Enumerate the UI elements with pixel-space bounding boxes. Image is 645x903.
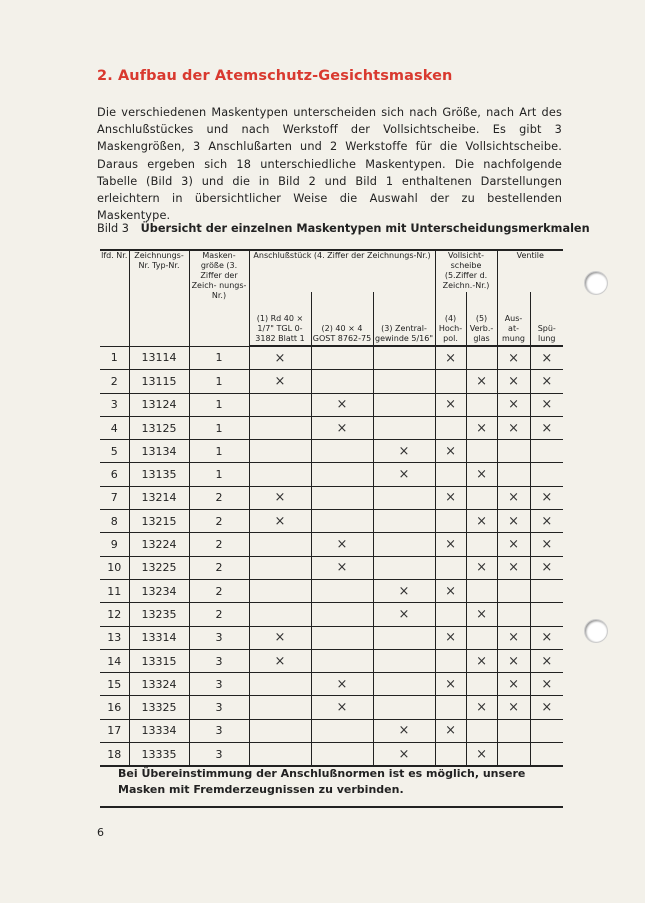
cell-aus [497, 486, 530, 509]
cell-s4 [435, 510, 466, 533]
cell-a2 [311, 346, 373, 370]
table-row [100, 556, 563, 579]
cell-aus [497, 649, 530, 672]
cell-a1 [249, 346, 311, 370]
cell-a3 [373, 463, 435, 486]
cell-a1 [249, 603, 311, 626]
cell-s5 [466, 393, 497, 416]
cell-lfd: 7 [100, 486, 129, 509]
cell-s4 [435, 393, 466, 416]
cell-a3 [373, 346, 435, 370]
cell-groesse: 1 [189, 393, 249, 416]
cell-groesse: 3 [189, 719, 249, 742]
cell-a3 [373, 416, 435, 439]
cell-sp [530, 556, 563, 579]
cell-lfd: 2 [100, 370, 129, 393]
cross-mark-icon: × [336, 700, 348, 716]
cell-s5 [466, 463, 497, 486]
cell-a1 [249, 370, 311, 393]
cross-mark-icon: × [445, 583, 456, 599]
cell-s5 [466, 346, 497, 370]
cross-mark-icon: × [336, 537, 348, 553]
cell-a2 [311, 673, 373, 696]
cell-s4 [435, 673, 466, 696]
cross-mark-icon: × [476, 373, 487, 389]
cell-a3 [373, 626, 435, 649]
table-row [100, 626, 563, 649]
cell-lfd: 11 [100, 579, 129, 602]
cell-groesse: 3 [189, 743, 249, 767]
cell-groesse: 3 [189, 649, 249, 672]
cell-a1 [249, 416, 311, 439]
caption-title: Übersicht der einzelnen Maskentypen mit Unterscheidungsmerkmalen [140, 222, 590, 235]
cross-mark-icon: × [274, 350, 286, 366]
cell-a2 [311, 486, 373, 509]
cross-mark-icon: × [476, 606, 487, 622]
cell-lfd: 8 [100, 510, 129, 533]
cell-lfd: 1 [100, 346, 129, 370]
cell-typ: 13115 [129, 370, 189, 393]
cell-a2 [311, 649, 373, 672]
cross-mark-icon: × [445, 723, 456, 739]
cell-a1 [249, 649, 311, 672]
cell-sp [530, 416, 563, 439]
cell-a1 [249, 463, 311, 486]
cell-groesse: 3 [189, 696, 249, 719]
cell-s4 [435, 556, 466, 579]
cross-mark-icon: × [508, 630, 519, 646]
cell-typ: 13315 [129, 649, 189, 672]
cross-mark-icon: × [476, 746, 487, 762]
header-scheibe-5: (5) Verb.- glas [466, 292, 497, 346]
cross-mark-icon: × [476, 467, 487, 483]
cell-a2 [311, 440, 373, 463]
cell-a3 [373, 393, 435, 416]
table-row [100, 486, 563, 509]
cell-s5 [466, 579, 497, 602]
intro-paragraph: Die verschiedenen Maskentypen unterscheiden sich nach Größe, nach Art des Anschlußstückes und nach Werkstoff der Vollsichtscheibe. Es gibt 3 Maskengrößen, 3 Anschlußarten und 2 Werkstoffe für die Vollsichtscheibe. Daraus ergeben sich 18 unterschiedliche Maskentypen. Die nachfolgende Tabelle (Bild 3) und die in Bild 2 und Bild 1 enthaltenen Darstellungen erleichtern in übersichtlicher Weise die Auswahl der zu bestellenden Maskentype. [97, 106, 562, 223]
cell-s4 [435, 533, 466, 556]
header-lfd: lfd. Nr. [100, 250, 129, 346]
table-row [100, 440, 563, 463]
cross-mark-icon: × [508, 397, 519, 413]
mask-types-table [100, 250, 563, 767]
cell-s4 [435, 719, 466, 742]
compatibility-note: Bei Übereinstimmung der Anschlußnormen ist es möglich, unsere Masken mit Fremderzeugnissen zu verbinden. [118, 767, 526, 796]
cell-s4 [435, 579, 466, 602]
cell-sp [530, 603, 563, 626]
cross-mark-icon: × [541, 676, 553, 692]
cross-mark-icon: × [274, 653, 286, 669]
cell-lfd: 13 [100, 626, 129, 649]
cross-mark-icon: × [274, 630, 286, 646]
cell-sp [530, 510, 563, 533]
cell-a3 [373, 370, 435, 393]
cross-mark-icon: × [508, 513, 519, 529]
cell-a3 [373, 579, 435, 602]
header-scheibe: Vollsicht- scheibe (5.Ziffer d. Zeichn.-Nr.) [435, 250, 497, 292]
cell-s5 [466, 603, 497, 626]
cell-s5 [466, 696, 497, 719]
table-row [100, 510, 563, 533]
cell-a3 [373, 696, 435, 719]
cell-a2 [311, 556, 373, 579]
cell-sp [530, 463, 563, 486]
cell-aus [497, 370, 530, 393]
cross-mark-icon: × [541, 420, 553, 436]
cell-s5 [466, 533, 497, 556]
table-row [100, 696, 563, 719]
cell-sp [530, 370, 563, 393]
cell-a1 [249, 510, 311, 533]
cell-groesse: 1 [189, 416, 249, 439]
cell-s5 [466, 370, 497, 393]
header-anschluss: Anschlußstück (4. Ziffer der Zeichnungs-Nr.) [249, 250, 435, 292]
cell-aus [497, 579, 530, 602]
cell-a2 [311, 370, 373, 393]
cell-aus [497, 510, 530, 533]
cell-typ: 13135 [129, 463, 189, 486]
table-row [100, 463, 563, 486]
cross-mark-icon: × [541, 513, 553, 529]
cell-a2 [311, 416, 373, 439]
table-row [100, 603, 563, 626]
cell-a1 [249, 440, 311, 463]
header-ausatmung: Aus- at- mung [497, 292, 530, 346]
cell-a2 [311, 603, 373, 626]
cross-mark-icon: × [398, 723, 410, 739]
cell-s5 [466, 673, 497, 696]
table-row [100, 416, 563, 439]
header-spuelung: Spü- lung [530, 292, 563, 346]
cell-a3 [373, 556, 435, 579]
cross-mark-icon: × [398, 583, 410, 599]
cell-lfd: 6 [100, 463, 129, 486]
cell-typ: 13234 [129, 579, 189, 602]
cross-mark-icon: × [508, 373, 519, 389]
cross-mark-icon: × [508, 653, 519, 669]
cell-sp [530, 346, 563, 370]
cell-a1 [249, 486, 311, 509]
punch-hole [585, 620, 607, 642]
cell-groesse: 2 [189, 533, 249, 556]
cell-groesse: 1 [189, 440, 249, 463]
table-row [100, 533, 563, 556]
table-row [100, 649, 563, 672]
cell-lfd: 14 [100, 649, 129, 672]
header-anschluss-2: (2) 40 × 4 GOST 8762-75 [311, 292, 373, 346]
cell-lfd: 9 [100, 533, 129, 556]
header-ventile: Ventile [516, 251, 544, 260]
cell-aus [497, 393, 530, 416]
cell-groesse: 2 [189, 556, 249, 579]
cell-s4 [435, 603, 466, 626]
cell-a2 [311, 533, 373, 556]
cell-sp [530, 673, 563, 696]
cell-groesse: 1 [189, 346, 249, 370]
cross-mark-icon: × [336, 676, 348, 692]
cell-lfd: 18 [100, 743, 129, 767]
table-row [100, 346, 563, 370]
cross-mark-icon: × [508, 537, 519, 553]
cell-a3 [373, 603, 435, 626]
table-row [100, 370, 563, 393]
cell-typ: 13235 [129, 603, 189, 626]
cell-sp [530, 719, 563, 742]
cross-mark-icon: × [445, 537, 456, 553]
cell-typ: 13334 [129, 719, 189, 742]
cross-mark-icon: × [398, 606, 410, 622]
cell-lfd: 4 [100, 416, 129, 439]
cell-typ: 13325 [129, 696, 189, 719]
cell-lfd: 10 [100, 556, 129, 579]
cell-typ: 13324 [129, 673, 189, 696]
cell-a2 [311, 579, 373, 602]
cell-groesse: 2 [189, 486, 249, 509]
cross-mark-icon: × [336, 420, 348, 436]
cell-typ: 13225 [129, 556, 189, 579]
cross-mark-icon: × [541, 653, 553, 669]
table-caption [97, 222, 590, 235]
cell-s4 [435, 440, 466, 463]
cell-a2 [311, 626, 373, 649]
cell-a3 [373, 719, 435, 742]
cell-lfd: 16 [100, 696, 129, 719]
table-row [100, 673, 563, 696]
cell-s5 [466, 440, 497, 463]
cell-typ: 13335 [129, 743, 189, 767]
cross-mark-icon: × [476, 420, 487, 436]
cross-mark-icon: × [541, 537, 553, 553]
cross-mark-icon: × [541, 373, 553, 389]
cell-s4 [435, 463, 466, 486]
cross-mark-icon: × [508, 700, 519, 716]
cell-s5 [466, 510, 497, 533]
cell-sp [530, 649, 563, 672]
header-scheibe-4: (4) Hoch- pol. [435, 292, 466, 346]
cross-mark-icon: × [541, 630, 553, 646]
cell-typ: 13114 [129, 346, 189, 370]
cell-aus [497, 626, 530, 649]
cell-typ: 13224 [129, 533, 189, 556]
cell-lfd: 12 [100, 603, 129, 626]
cell-a2 [311, 719, 373, 742]
cell-a3 [373, 440, 435, 463]
cell-aus [497, 463, 530, 486]
cell-a1 [249, 533, 311, 556]
cell-a1 [249, 673, 311, 696]
cell-s5 [466, 719, 497, 742]
cell-a2 [311, 510, 373, 533]
cross-mark-icon: × [476, 700, 487, 716]
cell-aus [497, 346, 530, 370]
header-groesse: Masken- größe (3. Ziffer der Zeich- nungs-Nr.) [189, 250, 249, 346]
header-zeichnung: Zeichnungs- Nr. Typ-Nr. [129, 250, 189, 346]
cross-mark-icon: × [445, 676, 456, 692]
cell-aus [497, 673, 530, 696]
cell-groesse: 3 [189, 673, 249, 696]
table-row [100, 579, 563, 602]
cross-mark-icon: × [508, 490, 519, 506]
cross-mark-icon: × [445, 630, 456, 646]
cell-s4 [435, 649, 466, 672]
cell-sp [530, 393, 563, 416]
cell-aus [497, 556, 530, 579]
cross-mark-icon: × [541, 350, 553, 366]
cell-a3 [373, 649, 435, 672]
cell-s4 [435, 696, 466, 719]
cross-mark-icon: × [476, 513, 487, 529]
cell-s5 [466, 416, 497, 439]
cross-mark-icon: × [398, 746, 410, 762]
header-anschluss-3: (3) Zentral- gewinde 5/16" [373, 292, 435, 346]
cell-s4 [435, 416, 466, 439]
cell-aus [497, 416, 530, 439]
cell-a1 [249, 719, 311, 742]
cross-mark-icon: × [508, 350, 519, 366]
cell-s5 [466, 486, 497, 509]
table-row [100, 719, 563, 742]
cross-mark-icon: × [398, 443, 410, 459]
cross-mark-icon: × [476, 653, 487, 669]
cell-sp [530, 626, 563, 649]
cross-mark-icon: × [274, 373, 286, 389]
cell-typ: 13314 [129, 626, 189, 649]
cross-mark-icon: × [398, 467, 410, 483]
cell-s4 [435, 626, 466, 649]
cross-mark-icon: × [274, 490, 286, 506]
cell-sp [530, 579, 563, 602]
cross-mark-icon: × [541, 490, 553, 506]
cell-typ: 13134 [129, 440, 189, 463]
cell-s4 [435, 486, 466, 509]
cell-a2 [311, 696, 373, 719]
cell-lfd: 3 [100, 393, 129, 416]
cell-a3 [373, 486, 435, 509]
cell-s4 [435, 346, 466, 370]
cross-mark-icon: × [541, 700, 553, 716]
cell-aus [497, 696, 530, 719]
cell-sp [530, 533, 563, 556]
cross-mark-icon: × [541, 397, 553, 413]
cell-s5 [466, 626, 497, 649]
cell-aus [497, 440, 530, 463]
table-body [100, 346, 563, 766]
cell-aus [497, 533, 530, 556]
cell-groesse: 2 [189, 603, 249, 626]
page-number: 6 [97, 826, 104, 839]
section-heading: 2. Aufbau der Atemschutz-Gesichtsmasken [97, 68, 453, 84]
cell-a1 [249, 626, 311, 649]
cell-a3 [373, 510, 435, 533]
cross-mark-icon: × [445, 350, 456, 366]
cell-aus [497, 719, 530, 742]
cell-lfd: 15 [100, 673, 129, 696]
cross-mark-icon: × [508, 420, 519, 436]
header-anschluss-1: (1) Rd 40 × 1/7" TGL 0-3182 Blatt 1 [249, 292, 311, 346]
cell-lfd: 17 [100, 719, 129, 742]
cell-a1 [249, 556, 311, 579]
cell-sp [530, 440, 563, 463]
cross-mark-icon: × [445, 443, 456, 459]
cell-groesse: 1 [189, 463, 249, 486]
cell-s5 [466, 556, 497, 579]
cell-a2 [311, 393, 373, 416]
cell-s4 [435, 370, 466, 393]
cell-a3 [373, 673, 435, 696]
cross-mark-icon: × [508, 560, 519, 576]
cross-mark-icon: × [274, 513, 286, 529]
cell-a2 [311, 463, 373, 486]
cross-mark-icon: × [445, 490, 456, 506]
punch-hole [585, 272, 607, 294]
table-row [100, 393, 563, 416]
cell-a1 [249, 696, 311, 719]
cross-mark-icon: × [336, 560, 348, 576]
cross-mark-icon: × [476, 560, 487, 576]
cell-a3 [373, 533, 435, 556]
cell-groesse: 2 [189, 510, 249, 533]
cell-a1 [249, 393, 311, 416]
cell-typ: 13125 [129, 416, 189, 439]
cell-lfd: 5 [100, 440, 129, 463]
cell-aus [497, 603, 530, 626]
cell-groesse: 1 [189, 370, 249, 393]
cell-a1 [249, 579, 311, 602]
cell-groesse: 2 [189, 579, 249, 602]
cross-mark-icon: × [508, 676, 519, 692]
cell-typ: 13214 [129, 486, 189, 509]
cell-sp [530, 696, 563, 719]
cell-sp [530, 486, 563, 509]
cross-mark-icon: × [541, 560, 553, 576]
cell-groesse: 3 [189, 626, 249, 649]
caption-number: Bild 3 [97, 222, 129, 235]
cell-typ: 13215 [129, 510, 189, 533]
cell-s5 [466, 649, 497, 672]
cross-mark-icon: × [445, 397, 456, 413]
cell-typ: 13124 [129, 393, 189, 416]
cross-mark-icon: × [336, 397, 348, 413]
